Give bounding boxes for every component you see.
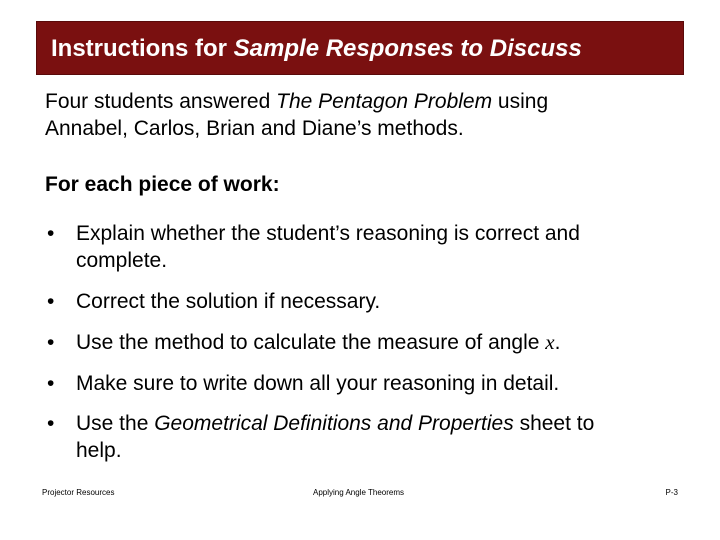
bullet-marker: •	[47, 372, 55, 395]
footer-page-number: P-3	[665, 488, 678, 497]
intro-line1-prefix: Four students answered	[45, 90, 277, 113]
bullet-line: complete.	[76, 249, 168, 272]
bullet-marker: •	[47, 412, 55, 435]
bullet-calculate-angle	[76, 329, 560, 356]
bullet-marker: •	[47, 222, 55, 245]
bullet-line	[76, 329, 560, 356]
intro-line-1	[45, 88, 548, 115]
bullet-correct-solution	[76, 288, 380, 315]
bullet-prefix: Use the method to calculate the measure of angle	[76, 331, 546, 354]
title-bar	[36, 21, 684, 75]
bullet-line: help.	[76, 439, 122, 462]
footer-lesson-title: Applying Angle Theorems	[313, 488, 405, 497]
bullet-suffix: sheet to	[513, 412, 595, 435]
bullet-line	[76, 410, 594, 437]
bullet-prefix: Use the	[76, 412, 155, 435]
bullet-suffix: .	[554, 331, 561, 354]
title-prefix: Instructions for	[51, 35, 234, 62]
bullet-explain-reasoning	[76, 220, 580, 274]
bullet-line: Make sure to write down all your reasoning in detail.	[76, 372, 560, 395]
bullet-line: Correct the solution if necessary.	[76, 290, 381, 313]
intro-line1-italic: The Pentagon Problem	[276, 90, 493, 113]
intro-line-2: Annabel, Carlos, Brian and Diane’s methods.	[45, 117, 464, 140]
footer-resource-label: Projector Resources	[42, 488, 115, 497]
instructions-heading: For each piece of work:	[45, 173, 280, 196]
bullet-marker: •	[47, 290, 55, 313]
bullet-marker: •	[47, 331, 55, 354]
bullet-use-sheet	[76, 410, 594, 464]
angle-variable: x	[545, 330, 555, 354]
intro-line1-suffix: using	[492, 90, 549, 113]
bullet-write-reasoning	[76, 370, 559, 397]
slide-title	[51, 35, 582, 63]
title-italic: Sample Responses to Discuss	[233, 35, 582, 62]
bullet-line: Explain whether the student’s reasoning is correct and	[76, 222, 580, 245]
intro-paragraph	[45, 88, 548, 142]
sheet-name: Geometrical Definitions and Properties	[154, 412, 514, 435]
